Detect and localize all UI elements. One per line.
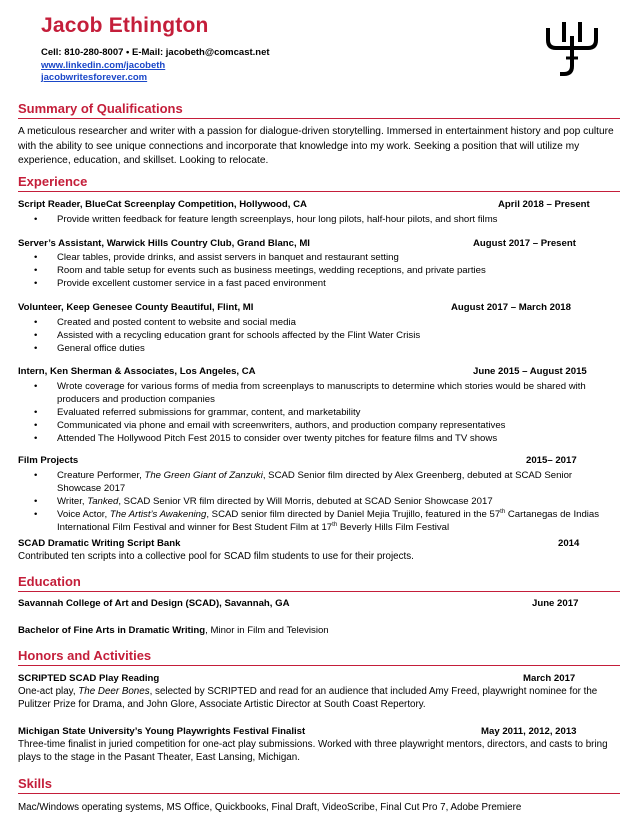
section-divider xyxy=(18,665,620,666)
list-item: • Attended The Hollywood Pitch Fest 2015 to consider over twenty pitches for feature films and TV shows xyxy=(34,433,498,444)
list-item: • Voice Actor, The Artist’s Awakening, SCAD senior film directed by Daniel Mejia Trujillo, featured in the 57th Cartanegas de Indias International Film Festival and winner for Best Student Film at 17th Beverly Hills Film Festival xyxy=(34,508,600,533)
section-heading-summary: Summary of Qualifications xyxy=(18,101,183,116)
list-item: • Provide written feedback for feature length screenplays, hour long pilots, half-hour pilots, and short films xyxy=(34,214,498,225)
section-divider xyxy=(18,793,620,794)
job-row xyxy=(18,455,620,469)
section-heading-education: Education xyxy=(18,574,81,589)
degree-name: Bachelor of Fine Arts in Dramatic Writing xyxy=(18,625,206,636)
honor-title: SCRIPTED SCAD Play Reading xyxy=(18,673,160,684)
job-date: 2015– 2017 xyxy=(526,455,577,466)
section-heading-honors: Honors and Activities xyxy=(18,648,152,663)
section-divider xyxy=(18,591,620,592)
list-item: • Room and table setup for events such as business meetings, wedding receptions, and private parties xyxy=(34,265,486,276)
summary-text: A meticulous researcher and writer with a passion for dialogue-driven storytelling. Immersed in entertainment history and pop culture with the ability to see unique connections and incorporate that knowledge into my work. Seeking a position that will utilize my experience, education, and skillset. Looking to relocate. xyxy=(18,126,614,166)
website-link[interactable]: jacobwritesforever.com xyxy=(41,72,148,83)
degree-row xyxy=(18,625,620,639)
list-item: • Communicated via phone and email with screenwriters, authors, and production company representatives xyxy=(34,420,506,431)
linkedin-link[interactable]: www.linkedin.com/jacobeth xyxy=(41,60,166,71)
job-date: June 2015 – August 2015 xyxy=(473,366,587,377)
section-divider xyxy=(18,118,620,119)
job-title: Film Projects xyxy=(18,455,79,466)
list-item: • Clear tables, provide drinks, and assist servers in banquet and restaurant setting xyxy=(34,252,399,263)
trident-monogram-icon xyxy=(540,14,604,78)
school-name: Savannah College of Art and Design (SCAD), Savannah, GA xyxy=(18,598,290,609)
list-item: • Wrote coverage for various forms of media from screenplays to manuscripts to determine which stories would be shared with producers and production companies xyxy=(34,381,586,405)
honor-date: May 2011, 2012, 2013 xyxy=(481,726,577,737)
job-date: April 2018 – Present xyxy=(498,199,590,210)
list-item: • Provide excellent customer service in a fast paced environment xyxy=(34,278,326,289)
honor-date: March 2017 xyxy=(523,673,576,684)
list-item: • General office duties xyxy=(34,343,145,354)
list-item: • Writer, Tanked, SCAD Senior VR film directed by Will Morris, debuted at SCAD Senior Showcase 2017 xyxy=(34,496,493,507)
job-title: Intern, Ken Sherman & Associates, Los Angeles, CA xyxy=(18,366,256,377)
job-description: Contributed ten scripts into a collective pool for SCAD film students to use for their projects. xyxy=(18,551,414,562)
candidate-name: Jacob Ethington xyxy=(41,14,209,37)
list-item: • Creature Performer, The Green Giant of Zanzuki, SCAD Senior film directed by Alex Greenberg, debuted at SCAD Senior Showcase 2017 xyxy=(34,470,573,494)
section-heading-experience: Experience xyxy=(18,174,88,189)
section-divider xyxy=(18,191,620,192)
contact-line: Cell: 810-280-8007 • E-Mail: jacobeth@comcast.net xyxy=(41,47,270,58)
section-heading-skills: Skills xyxy=(18,776,52,791)
list-item: • Assisted with a recycling education grant for schools affected by the Flint Water Crisis xyxy=(34,330,421,341)
job-row xyxy=(18,238,620,252)
skills-text: Mac/Windows operating systems, MS Office, Quickbooks, Final Draft, VideoScribe, Final Cut Pro 7, Adobe Premiere xyxy=(18,802,522,813)
honor-description: One-act play, The Deer Bones, selected by SCRIPTED and read for an audience that included Amy Freed, playwright nominee for the Pulitzer Prize for Drama, and John Glore, Associate Artistic Director at South Coast Repertory. xyxy=(18,686,598,710)
job-row xyxy=(18,366,620,380)
job-title: SCAD Dramatic Writing Script Bank xyxy=(18,538,181,549)
job-row xyxy=(18,302,620,316)
honor-title: Michigan State University’s Young Playwrights Festival Finalist xyxy=(18,726,306,737)
list-item: • Evaluated referred submissions for grammar, content, and marketability xyxy=(34,407,361,418)
job-date: 2014 xyxy=(558,538,580,549)
job-date: August 2017 – March 2018 xyxy=(451,302,571,313)
list-item: • Created and posted content to website and social media xyxy=(34,317,296,328)
job-title: Server’s Assistant, Warwick Hills Country Club, Grand Blanc, MI xyxy=(18,238,310,249)
education-row xyxy=(18,598,620,612)
degree-minor: , Minor in Film and Television xyxy=(205,625,329,636)
job-title: Volunteer, Keep Genesee County Beautiful, Flint, MI xyxy=(18,302,254,313)
graduation-date: June 2017 xyxy=(532,598,579,609)
job-title: Script Reader, BlueCat Screenplay Competition, Hollywood, CA xyxy=(18,199,307,210)
job-date: August 2017 – Present xyxy=(473,238,576,249)
job-row xyxy=(18,199,620,213)
honor-description: Three-time finalist in juried competition for one-act play submissions. Worked with three playwright mentors, directors, and casts to bring plays to the stage in the Pasant Theater, East Lansing, Michigan. xyxy=(18,739,608,763)
